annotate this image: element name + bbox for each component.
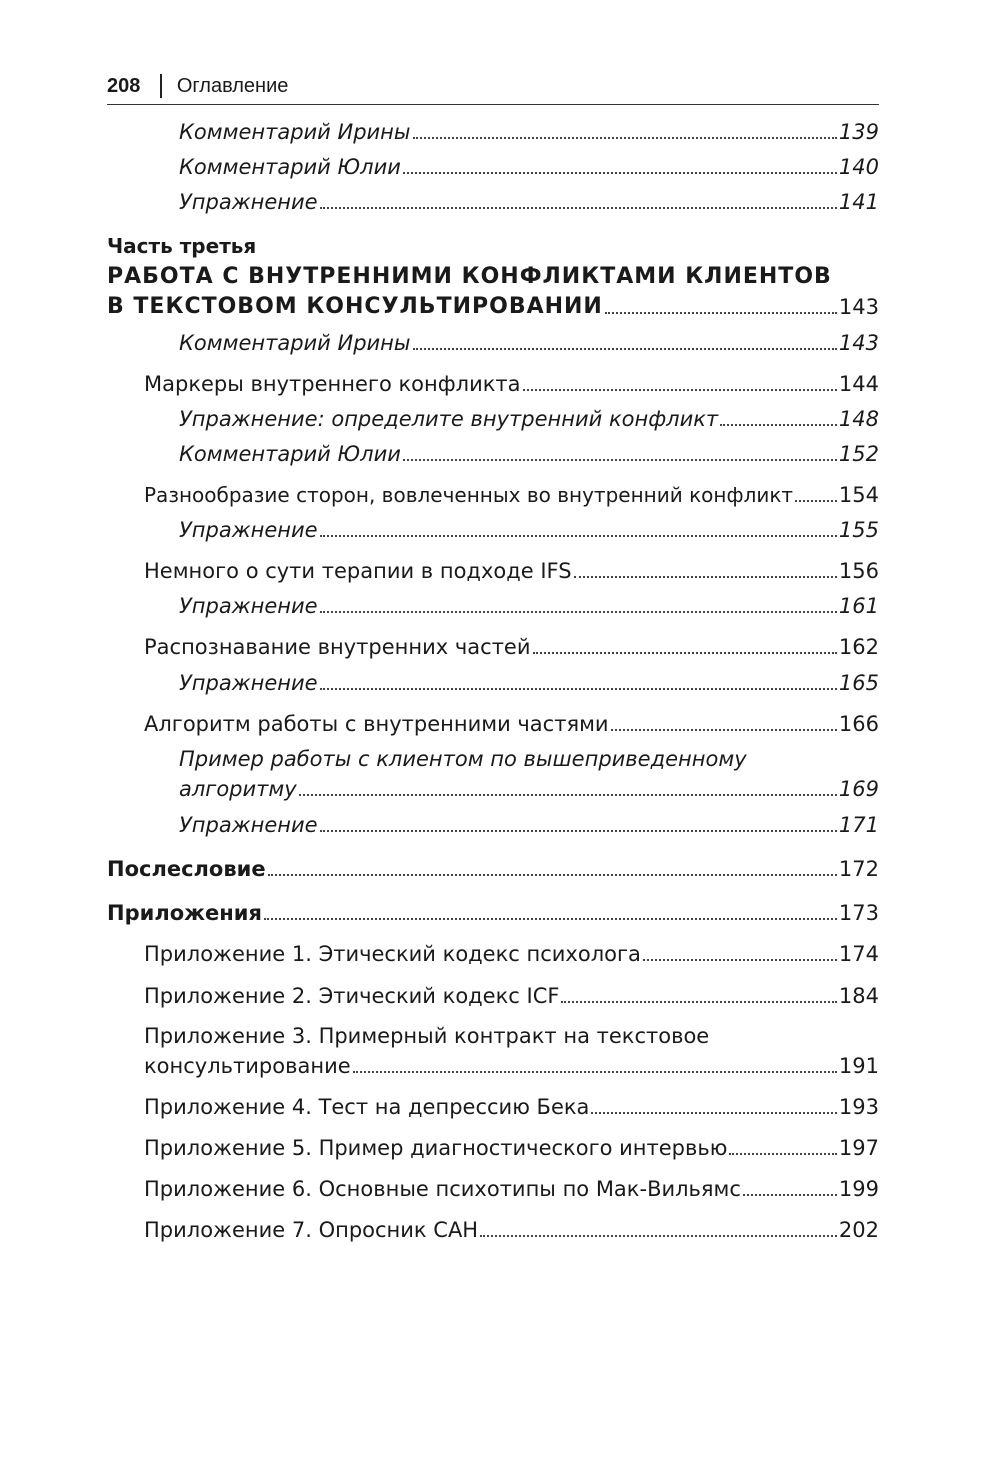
toc-entry-title: Приложение 6. Основные психотипы по Мак-Вильямс [144, 1177, 741, 1201]
dot-leader [299, 794, 837, 796]
toc-entry-page: 162 [838, 635, 879, 659]
toc-entry-title: Алгоритм работы с внутренними частями [144, 712, 609, 736]
toc-entry-part[interactable] [107, 293, 879, 321]
dot-leader [320, 207, 837, 209]
part-title-line2: В ТЕКСТОВОМ КОНСУЛЬТИРОВАНИИ [107, 294, 603, 319]
toc-entry[interactable] [107, 370, 879, 398]
dot-leader [413, 137, 837, 139]
toc-entry-section[interactable] [107, 899, 879, 927]
toc-entry-title: Упражнение [179, 190, 318, 214]
toc-entry-page: 169 [838, 777, 879, 801]
header-page-number: 208 [107, 74, 141, 97]
dot-leader [729, 1153, 836, 1155]
toc-entry[interactable] [107, 940, 879, 968]
toc-entry[interactable] [107, 1052, 879, 1080]
toc-entry-page: 161 [838, 594, 879, 618]
toc-entry[interactable] [107, 118, 879, 146]
dot-leader [591, 1112, 836, 1114]
header-section-title: Оглавление [176, 74, 289, 97]
dot-leader [268, 874, 837, 876]
toc-entry-title: Комментарий Ирины [179, 331, 411, 355]
toc-entry-title: Упражнение [179, 594, 318, 618]
toc-entry-page: 140 [838, 155, 879, 179]
toc-entry-page: 156 [838, 559, 879, 583]
dot-leader [720, 424, 837, 426]
toc-entry-title: Комментарий Юлии [179, 442, 401, 466]
toc-entry-page: 143 [838, 295, 879, 319]
dot-leader [320, 688, 837, 690]
toc-entry[interactable] [107, 557, 879, 585]
toc-entry-page: 193 [838, 1095, 879, 1119]
header-separator [160, 74, 162, 98]
toc-entry[interactable] [107, 669, 879, 697]
toc-entry-title: Приложение 5. Пример диагностического интервью [144, 1136, 728, 1160]
toc-entry[interactable] [107, 153, 879, 181]
dot-leader [795, 500, 837, 502]
toc-entry-page: 152 [838, 442, 879, 466]
toc-entry-page: 184 [838, 984, 879, 1008]
dot-leader [523, 389, 837, 391]
dot-leader [320, 535, 837, 537]
toc-entry-title: Распознавание внутренних частей [144, 635, 531, 659]
toc-entry-page: 199 [838, 1177, 879, 1201]
toc-entry[interactable] [107, 633, 879, 661]
toc-entry-page: 171 [838, 813, 879, 837]
toc-entry-page: 191 [838, 1054, 879, 1078]
toc-entry-title-line2: алгоритму [179, 777, 297, 801]
dot-leader [320, 830, 837, 832]
toc-entry-title: Упражнение [179, 671, 318, 695]
part-label: Часть третья [107, 234, 257, 258]
dot-leader [403, 459, 837, 461]
toc-entry[interactable] [107, 775, 879, 803]
toc-entry[interactable] [107, 710, 879, 738]
toc-entry[interactable] [107, 481, 879, 509]
toc-entry[interactable] [107, 592, 879, 620]
toc-entry[interactable] [107, 811, 879, 839]
dot-leader [611, 729, 837, 731]
dot-leader [561, 1001, 836, 1003]
toc-entry-title-line2: консультирование [144, 1054, 351, 1078]
toc-entry[interactable] [107, 188, 879, 216]
toc-entry-title: Приложение 1. Этический кодекс психолога [144, 942, 641, 966]
dot-leader [403, 172, 837, 174]
toc-entry[interactable] [107, 440, 879, 468]
toc-entry-page: 172 [838, 857, 879, 881]
part-title-line1: РАБОТА С ВНУТРЕННИМИ КОНФЛИКТАМИ КЛИЕНТОВ [107, 264, 832, 289]
dot-leader [264, 918, 837, 920]
dot-leader [320, 611, 837, 613]
toc-entry-page: 141 [838, 190, 879, 214]
toc-entry-page: 143 [838, 331, 879, 355]
toc-entry-title: Приложение 2. Этический кодекс ICF [144, 984, 560, 1008]
dot-leader [605, 312, 837, 314]
toc-entry-page: 139 [838, 120, 879, 144]
toc-entry-title: Приложение 7. Опросник САН [144, 1218, 479, 1242]
toc-entry-section[interactable] [107, 855, 879, 883]
toc-entry[interactable] [107, 1175, 879, 1203]
toc-entry-page: 165 [838, 671, 879, 695]
toc-entry-title-line1: Приложение 3. Примерный контракт на текстовое [144, 1024, 710, 1048]
toc-entry[interactable] [107, 1134, 879, 1162]
toc-entry-title: Маркеры внутреннего конфликта [144, 372, 521, 396]
dot-leader [413, 348, 837, 350]
toc-entry-title: Упражнение: определите внутренний конфликт [179, 407, 719, 431]
toc-entry-title: Приложения [107, 901, 262, 925]
dot-leader [743, 1194, 837, 1196]
toc-entry-title: Упражнение [179, 518, 318, 542]
toc-entry-title: Приложение 4. Тест на депрессию Бека [144, 1095, 590, 1119]
toc-entry-page: 202 [838, 1218, 879, 1242]
dot-leader [533, 652, 837, 654]
toc-entry-page: 144 [838, 372, 879, 396]
toc-entry-title: Послесловие [107, 857, 266, 881]
dot-leader [643, 959, 837, 961]
toc-entry-page: 197 [838, 1136, 879, 1160]
toc-entry-page: 154 [838, 483, 879, 507]
toc-page [107, 0, 879, 1464]
toc-entry-title: Комментарий Юлии [179, 155, 401, 179]
toc-entry[interactable] [107, 516, 879, 544]
toc-entry-page: 148 [838, 407, 879, 431]
toc-entry[interactable] [107, 1216, 879, 1244]
toc-entry-page: 173 [838, 901, 879, 925]
toc-entry-title: Упражнение [179, 813, 318, 837]
toc-entry-title-line1: Пример работы с клиентом по вышеприведенному [179, 747, 747, 771]
toc-entry-title: Комментарий Ирины [179, 120, 411, 144]
dot-leader [353, 1071, 837, 1073]
toc-entry-title: Немного о сути терапии в подходе IFS [144, 559, 572, 583]
running-header [107, 68, 879, 105]
toc-entry-title: Разнообразие сторон, вовлеченных во внутренний конфликт [144, 483, 794, 507]
toc-entry[interactable] [107, 982, 879, 1010]
dot-leader [480, 1235, 837, 1237]
toc-entry[interactable] [107, 405, 879, 433]
toc-entry-page: 166 [838, 712, 879, 736]
toc-entry[interactable] [107, 1093, 879, 1121]
dot-leader [574, 576, 837, 578]
toc-entry[interactable] [107, 329, 879, 357]
toc-entry-page: 155 [838, 518, 879, 542]
toc-entry-page: 174 [838, 942, 879, 966]
